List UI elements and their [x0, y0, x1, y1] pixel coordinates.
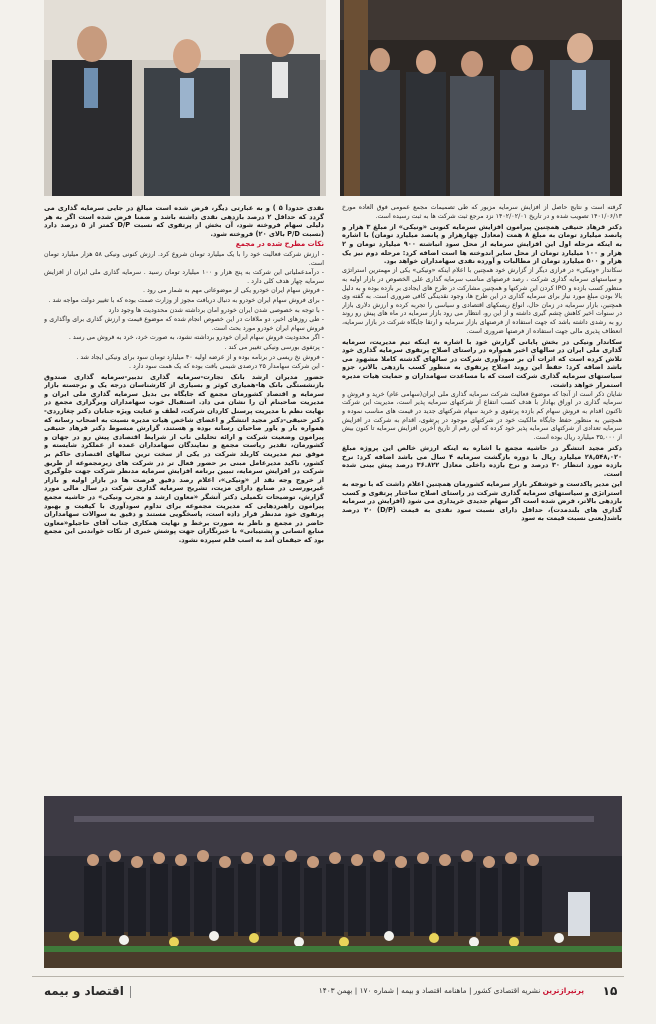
footer-tagline: پرتیراژترین — [542, 986, 584, 995]
list-item: - اگر محدودیت فروش سهام ایران خودرو برداشته نشود، به صورت خرد، خرد به فروش می رسد . — [68, 334, 324, 342]
three-men-photo-illustration — [44, 0, 326, 196]
list-item: - برای فروش سهام ایران خودرو به دنبال دریافت مجوز از وزارت صمت بوده که با تغییر دولت مواجه شد . — [48, 296, 324, 304]
paragraph-bold: سکاندار ونیکی در بخش پایانی گزارش خود با اشاره به اینکه تیم مدیریت، سرمایه گذاری ملی ایران در سالهای اخیر همواره در راستای اصلاح پرتفوی سرمایه گذاری خود تلاش کرده است که اثرات آن بر سودآوری شرکت در سالهای گذشته کاملا مشهود می باشد اضافه کرد: حفظ این روند اصلاح پرتفوی به منظور کسب بازدهی بالاتر، جزو سیاستهای سرمایه گذاری شرکت است که با مساعدت سهامداران و حمایت هیات مدیره استمرار خواهد داشت. — [342, 337, 622, 389]
paragraph-bold: این مدیر پاکدست و خوشفکر بازار سرمایه کشورمان همچنین اعلام داشت که با توجه به استراتژی و سیاستهای سرمایه گذاری شرکت در راستای اصلاح ساختار پرتفوی و کسب بازدهی بالاتر، فرض شده است اگر سهام جدیدی خریداری می شود (افزایش در سرمایه گذاری های بلندمدت)، حداقل دارای نسبت سود نقدی به قیمت (D/P) ۲۰ درصد باشد(یعنی نسبت قیمت به سود — [342, 479, 622, 523]
page-number: ۱۵ — [602, 984, 618, 998]
top-left-photo — [44, 0, 326, 196]
paragraph: گرفته است و نتایج حاصل از افزایش سرمایه مزبور که طی تصمیمات مجمع عمومی فوق العاده مورخ ۱۴۰۱/۰۶/۱۳ تصویب شده و در تاریخ ۱۴۰۲/۰۲/۰۱ نزد مرجع ثبت شرکت ها به ثبت رسیده است. — [342, 204, 622, 220]
section-heading: نکات مطرح شده در مجمع — [235, 240, 324, 249]
article-column-right — [342, 204, 622, 788]
top-right-photo — [340, 0, 622, 196]
paragraph-bold: دکتر مجید انتشگر در حاشیه مجمع با اشاره به اینکه ارزش خالص این پروژه مبلغ ۲۸,۵۴۸,۰۲۰ میلیارد ریال با دوره بازگشت سرمایه ۴ سال می باشد اضافه کرد: نرخ بازده مورد انتظار ۳۰ درصد و نرخ بازده داخلی معادل ۳۶.۸۲۲ درصد پیش بینی شده است. — [342, 444, 622, 478]
meeting-points-list — [44, 251, 324, 372]
paragraph: سکاندار «ونیکی» در فرازی دیگر از گزارش خود همچنین با اعلام اینکه «ونیکی» یکی از مهمترین استراتژی و سیاستهای سرمایه گذاری شرکت ، رصد فرصتهای مناسب سرمایه گذاری علی الخصوص در بازار اولیه به منظور کسب بازده و IPO کردن این شرکتها و همچنین مشارکت در طرح های ایجادی بر بازده بوده و به دلیل بالا بودن مبلغ مورد نیاز برای سرمایه گذاری در این طرح ها، وجود نقدینگی کافی ضروری است. به گفته وی همچنین، بازار سرمایه در زمان حال، انواع ریسکهای اقتصادی و سیاسی را تجربه کرده و ارزش دلاری بازار در سنوات اخیر کاهش چشم گیری داشته و از این رو، انتظار می رود بازار سرمایه در ماه های پیش رو روند رو به رشدی داشته باشد که جهت استفاده از فرصتهای بازار سرمایه و ارتقا جایگاه شرکت در بازار سرمایه، انعطاف پذیری مالی جهت استفاده از فرصتها ضروری است. — [342, 267, 622, 335]
list-item: - این شرکت سهامدار ۲۵ درصدی شیمی بافت بوده که یک همت سود دارد . — [129, 363, 324, 371]
footer-divider — [32, 976, 624, 977]
magazine-logo: اقتصاد و بیمه — [44, 984, 124, 998]
list-item: - طی روزهای اخیر، دو ملاقات در این خصوص انجام شده که موضوع قیمت و ارزش گذاری برای واگذاری و فروش سهام ایران خودرو مورد بحث است. — [44, 316, 324, 332]
stage-group-photo-illustration — [44, 796, 622, 968]
article-column-left — [44, 204, 324, 788]
list-item: - فروش سهام ایران خودرو یکی از موضوعاتی مهم به شمار می رود . — [142, 287, 324, 295]
list-item: - درآمدعملیاتی این شرکت به پنج هزار و ۱۰۰ میلیارد تومان رسید . سرمایه گذاری ملی ایران از افزایش سرمایه چهار هدف کلی دارد . — [44, 269, 324, 285]
paragraph-bold: حضور مدیران ارشد بانک تجارت-سرمایه گذاری تدبیر-سرمایه گذاری صندوق بازنشستگی بانک ها-همیاری کوثر و بسیاری از کارشناسان درجه یک و برجسته بازار سرمایه و اقتصاد کشورمان مجمع که جایگاه بی بدیل سرمایه گذاری ملی ایران و مدیریت صاحبنام آن را نشان می داد. استقبال خوب سهامداران وبرگزاری مجمع در نهایت نظم با مدیریت پرسنل کاردان شرکت، لطف و عنایت ویژه جنابان دکتر چغازردی-دکتر حنیفی-دکتر مجید انتشگر و اعضای شاخص هیات مدیره نسبت به اصحاب رسانه که همواره یار و یاور صاحبان رسانه بوده و هستند، گزارش مبسوط دکتر فرهاد حنیفی پیرامون وضعیت شرکت و ارائه تحلیلی ناب از شرایط اقتصادی پیش رو در جهان و کشورمان، تقدیر ریاست مجمع و نمایندگان سهامداران عمده از عملکرد شایسته و موفق تیم مدیریت کاربلد شرکت در یکی از سخت ترین سالهای اقتصادی حاکم بر کشور، تاکید مدیرعامل مبنی بر حضور فعال تر در شرکت های زیرمجموعه از طریق شرکت در افزایش سرمایه، تبیین برنامه افزایش سرمایه مدنظر شرکت جهت جلوگیری از خروج وجه نقد از «ونیکی»، اعلام رصد دقیق فرصت ها در بازار اولیه و بازار غیربورسی در صنایع دارای مزیت، تشریح سرمایه گذاری شرکت در سال مالی مورد گزارش، توضیحات تکمیلی دکتر آتشگر «معاون ارشد و مجرب ونیکی» در حاشیه مجمع پیرامون راهبردهایی که مدیریت مجموعه برای تداوم سودآوری با کیفیت و بهبود پرتفوی خود مدنظر قرار داده است، پاسخگویی مستند و دقیق به سوالات سهامداران حاضر در مجمع و ناظر به صورت برخط و نهایت همکاری جناب آقای حاجیلو«معاون منابع انسانی و پشتیبانی» با خبرنگاران جهت پوشش خبری از نکات خواندنی این مجمع بود که حیفمان آمد به اسب قلم سپرده نشود. — [44, 372, 324, 544]
list-item: - پرتفوی بورسی ونیکی تغییر می کند . — [224, 343, 324, 351]
list-item: - ارزش شرکت فعالیت خود را با یک میلیارد تومان شروع کرد. ارزش کنونی ونیکی ۵۸ هزار میلیارد تومان است. — [44, 250, 324, 267]
paragraph: شایان ذکر است از آنجا که موضوع فعالیت شرکت سرمایه گذاری ملی ایران(سهامی عام) خرید و فروش و سرمایه گذاری در اوراق بهادار با هدف کسب انتفاع از شرکتهای سرمایه پذیر است، مدیریت این شرکت تاکنون اقدام به فروش سهام کم بازده پرتفوی و خرید سهام شرکتهای جدید در قیمت های مناسب نموده و همچنین به منظور حفظ جایگاه مالکیت خود در شرکتهای موجود در پرتفوی، اقدام به شرکت در افزایش سرمایه تعدادی از شرکتهای سرمایه پذیر خود کرده که این رقم از تاریخ آخرین افزایش سرمایه تا کنون بیش از ۳۵,۰۰۰ میلیارد ریال بوده است. — [342, 390, 622, 441]
bottom-photo — [44, 796, 622, 968]
list-item: - با توجه به خصوصی شدن ایران خودرو امان برداشته شدن محدودیت ها وجود دارد — [108, 306, 324, 314]
paragraph-bold: نقدی حدوداً ۵ ) و به عبارتی دیگر، فرض شده است مبالغ در جایی سرمایه گذاری می گردد که حداقل ۲ درصد بازدهی نقدی داشته باشد و ضمنا فرض شده است اگر به هر دلیلی سهام فروخته شود، آن بخش از پرتفوی که نسبت D/P کمتر از ۵ درصد دارد (نسبت P/D بالای ۲۰) فروخته شود. — [44, 204, 324, 238]
page-footer — [0, 972, 656, 1024]
group-photo-illustration — [340, 0, 622, 196]
footer-publication-info — [136, 986, 584, 995]
footer-details: نشریه اقتصادی کشور | ماهنامه اقتصاد و بیمه | شماره ۱۷۰ | بهمن ۱۴۰۳ — [318, 986, 543, 995]
list-item: - فروش نخ ریسی در برنامه بوده و از عرضه اولیه ۴۰ میلیارد تومان سود برای ونیکی ایجاد شد . — [76, 353, 324, 361]
paragraph-bold: دکتر فرهاد حنیفی همچنین پیرامون افزایش سرمایه کنونی «ونیکی» از مبلغ ۳ هزار و پانصد میلیارد تومان به مبلغ ۸ همت (معادل چهارهزار و پانصد میلیارد تومان) با اشاره به اینکه مرحله اول این افزایش سرمایه از محل سود انباشته ۹۰۰ میلیارد تومان و ۲ هزار و ۱۰۰ میلیارد تومان از محل سایر اندوخته ها است اضافه کرد: مرحله دوم نیز یک هزار و ۵۰۰ میلیارد تومان از مطالبات و آورده نقدی سهامداران خواهد بود. — [342, 222, 622, 266]
footer-separator — [130, 986, 131, 998]
